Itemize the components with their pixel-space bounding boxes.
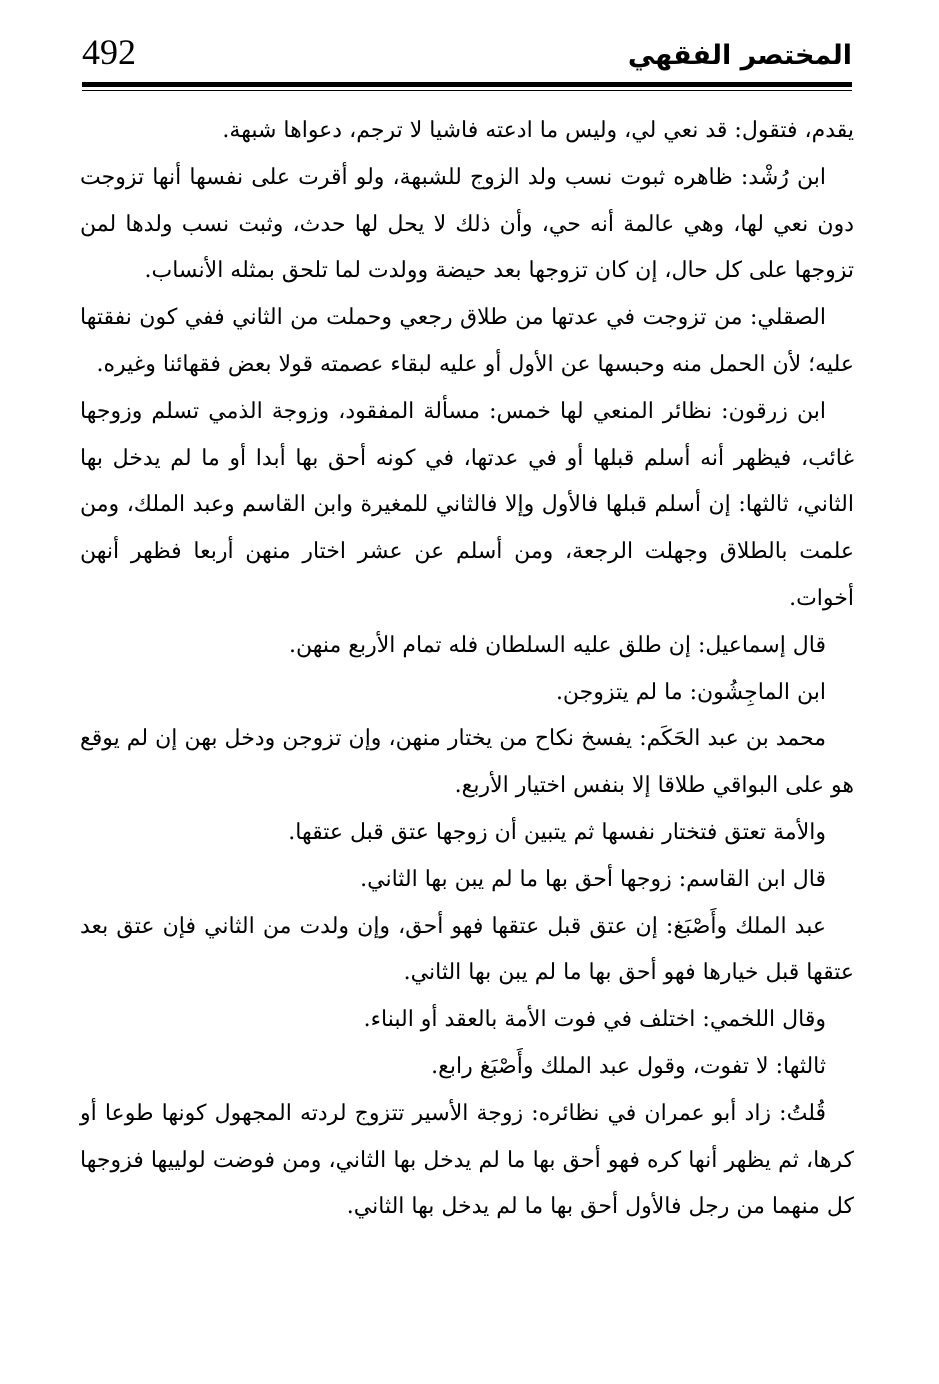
page-header [82,28,852,90]
paragraph: وقال اللخمي: اختلف في فوت الأمة بالعقد أو البناء. [363,1007,826,1033]
paragraph: ابن الماجِشُون: ما لم يتزوجن. [555,679,826,705]
header-rule-thin [82,90,852,91]
paragraph: ثالثها: لا تفوت، وقول عبد الملك وأَصْبَغ رابع. [431,1053,826,1079]
running-title: المختصر الفقهي [627,40,852,71]
paragraph: والأمة تعتق فتختار نفسها ثم يتبين أن زوجها عتق قبل عتقها. [288,819,826,845]
paragraph: قُلتُ: زاد أبو عمران في نظائره: زوجة الأسير تتزوج لردته المجهول كونها طوعا أو كرها، ثم يظهر أنها كره فهو أحق بها ما لم يدخل بها الثاني، ومن فوضت لولييها فزوجها كل منهما من رجل فالأول أحق بها ما لم يدخل بها الثاني. [80,1100,854,1220]
paragraph: الصقلي: من تزوجت في عدتها من طلاق رجعي وحملت من الثاني ففي كون نفقتها عليه؛ لأن الحمل منه وحبسها عن الأول أو عليه لبقاء عصمته قولا بعض فقهائنا وغيره. [80,305,854,377]
paragraph: يقدم، فتقول: قد نعي لي، وليس ما ادعته فاشيا لا ترجم، دعواها شبهة. [222,118,854,143]
body-text [80,108,854,1231]
paragraph: ابن رُشْد: ظاهره ثبوت نسب ولد الزوج للشبهة، ولو أقرت على نفسها أنها تزوجت دون نعي لها، وهي عالمة أنه حي، وأن ذلك لا يحل لها حدث، وثبت نسب ولدها لمن تزوجها على كل حال، إن كان تزوجها بعد حيضة وولدت لما تلحق بمثله الأنساب. [80,164,854,284]
paragraph: عبد الملك وأَصْبَغ: إن عتق قبل عتقها فهو أحق، وإن ولدت من الثاني فإن عتق بعد عتقها قبل خيارها فهو أحق بها ما لم يبن بها الثاني. [80,913,854,986]
paragraph: قال ابن القاسم: زوجها أحق بها ما لم يبن بها الثاني. [360,866,826,892]
paragraph: محمد بن عبد الحَكَم: يفسخ نكاح من يختار منهن، وإن تزوجن ودخل بهن إن لم يوقع هو على البواقي طلاقا إلا بنفس اختيار الأربع. [80,726,854,799]
header-rule [82,82,852,87]
page-number: 492 [82,32,136,72]
paragraph: قال إسماعيل: إن طلق عليه السلطان فله تمام الأربع منهن. [288,632,826,658]
paragraph: ابن زرقون: نظائر المنعي لها خمس: مسألة المفقود، وزوجة الذمي تسلم وزوجها غائب، فيظهر أنه أسلم قبلها أو في عدتها، في كونه أحق بها أبدا أو ما لم يدخل بها الثاني، ثالثها: إن أسلم قبلها فالأول وإلا فالثاني للمغيرة وابن القاسم وعبد الملك، ومن علمت بالطلاق وجهلت الرجعة، ومن أسلم عن عشر اختار منهن أربعا فظهر أنهن أخوات. [80,398,854,611]
